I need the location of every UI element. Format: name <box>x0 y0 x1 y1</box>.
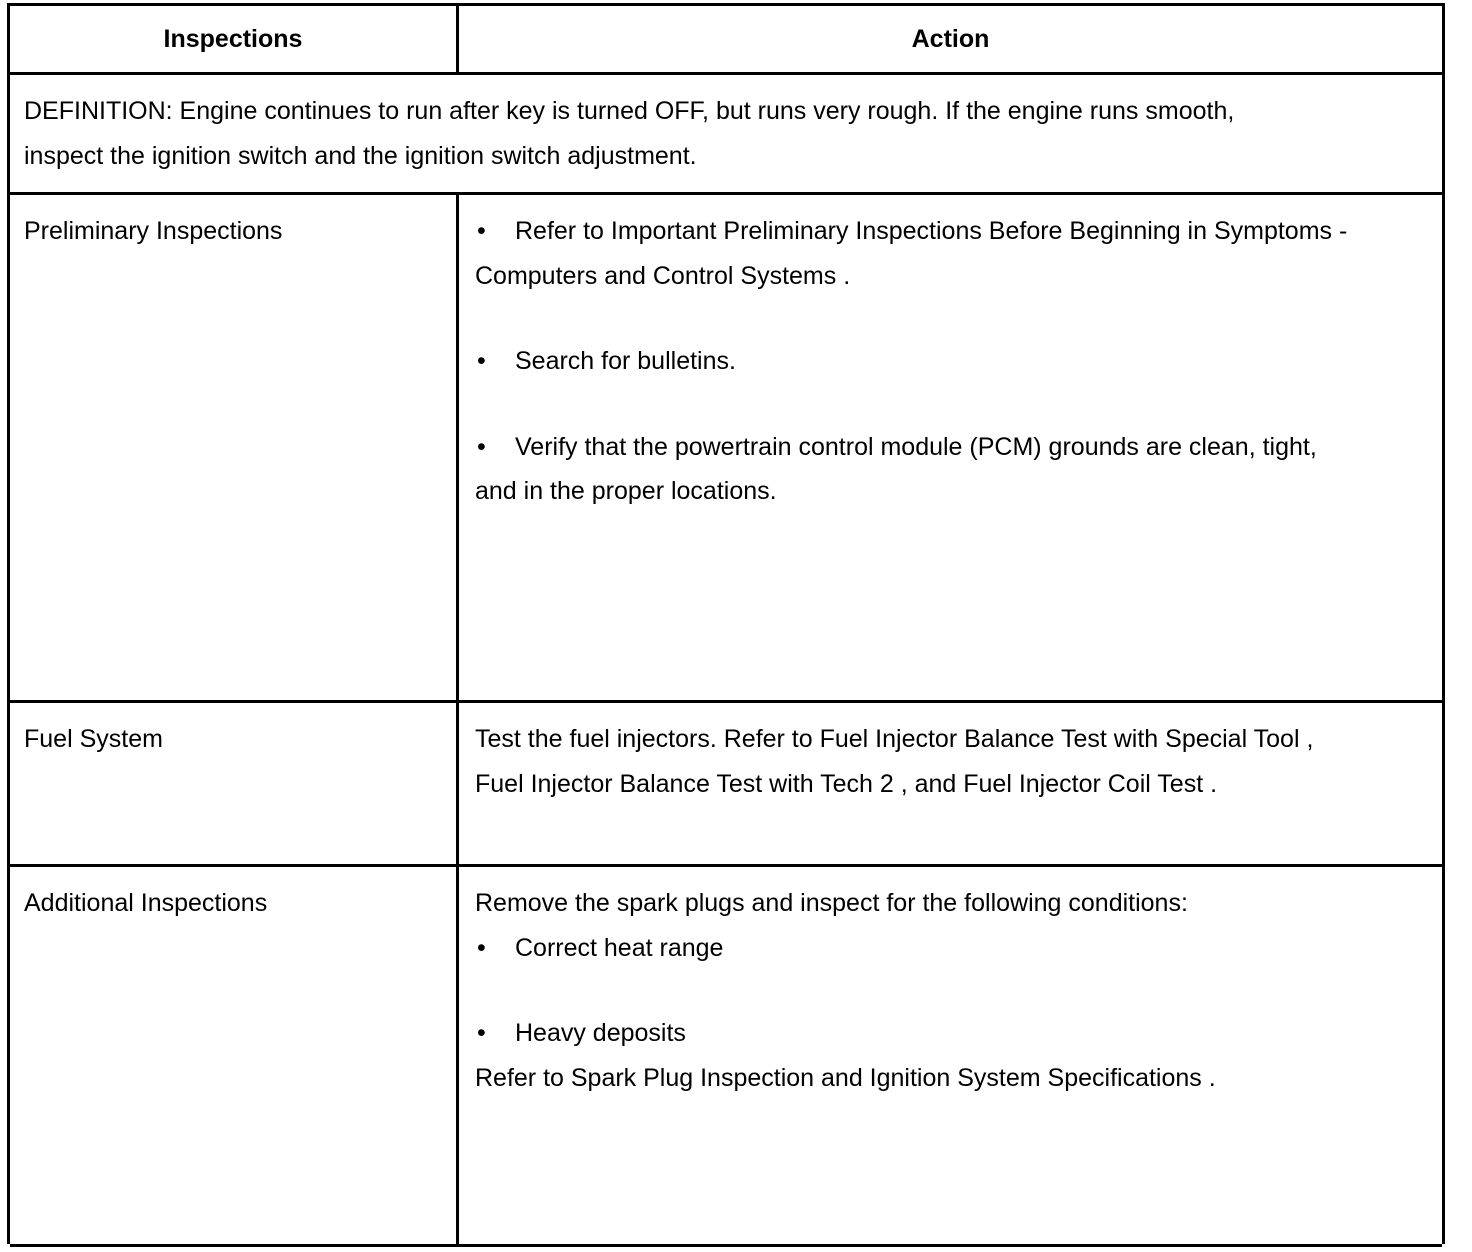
action-content <box>475 209 1365 514</box>
inspection-cell <box>10 195 459 700</box>
bullet-icon: • <box>477 933 486 962</box>
table-row <box>10 867 1442 1247</box>
list-item-text: Verify that the powertrain control module (PCM) grounds are clean, tight, and in the proper locations. <box>475 432 1317 505</box>
header-inspections: Inspections <box>163 25 303 53</box>
list-item-text: Correct heat range <box>515 933 724 962</box>
list-item-text: Heavy deposits <box>515 1019 686 1047</box>
header-action: Action <box>911 25 990 53</box>
table-row <box>10 195 1442 703</box>
list-item <box>475 209 1365 298</box>
list-item-text: Search for bulletins. <box>515 347 736 375</box>
action-cell <box>459 867 1442 1244</box>
action-intro: Remove the spark plugs and inspect for the following conditions: <box>475 889 1188 917</box>
inspection-label: Preliminary Inspections <box>24 217 283 245</box>
bullet-icon: • <box>477 1019 486 1047</box>
action-content <box>475 881 1365 1100</box>
header-cell-action <box>459 6 1442 72</box>
list-item <box>475 1011 1365 1056</box>
inspection-cell <box>10 703 459 864</box>
table-row <box>10 703 1442 867</box>
definition-text: DEFINITION: Engine continues to run after key is turned OFF, but runs very rough. If the engine runs smooth, inspect the ignition switch and the ignition switch adjustment. <box>24 97 1235 170</box>
table-header-row <box>10 6 1442 75</box>
action-text: Test the fuel injectors. Refer to Fuel Injector Balance Test with Special Tool , Fuel Injector Balance Test with Tech 2 , and Fuel Injector Coil Test . <box>475 725 1314 798</box>
action-cell <box>459 703 1442 864</box>
list-item <box>475 926 1365 971</box>
action-outro: Refer to Spark Plug Inspection and Ignition System Specifications . <box>475 1063 1216 1092</box>
inspection-label: Fuel System <box>24 725 163 753</box>
list-item <box>475 425 1365 514</box>
bullet-icon: • <box>477 432 486 461</box>
list-item <box>475 339 1365 384</box>
bullet-icon: • <box>477 217 486 245</box>
inspection-cell <box>10 867 459 1244</box>
header-cell-inspections <box>10 6 459 72</box>
definition-row <box>10 75 1442 195</box>
bullet-icon: • <box>477 347 486 375</box>
list-item-text: Refer to Important Preliminary Inspections Before Beginning in Symptoms - Computers and Control Systems . <box>475 217 1348 290</box>
action-cell <box>459 195 1442 700</box>
diagnostic-table <box>7 3 1445 1244</box>
inspection-label: Additional Inspections <box>24 889 268 917</box>
